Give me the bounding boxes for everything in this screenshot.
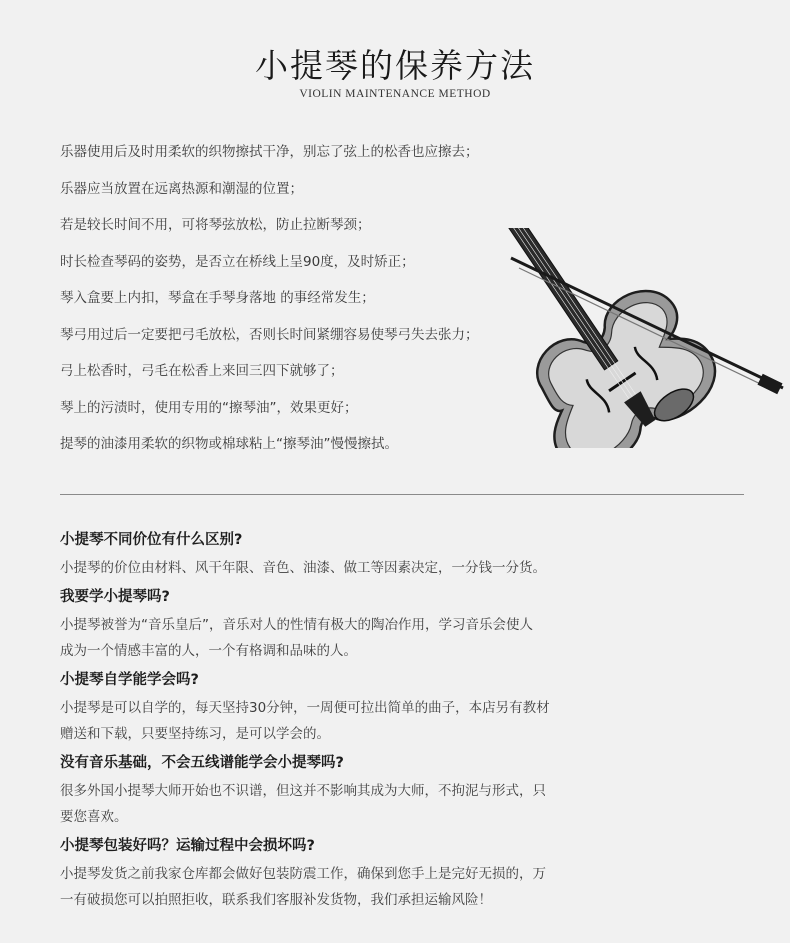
tip-item: 时长检查琴码的姿势，是否立在桥线上呈90度，及时矫正； bbox=[60, 253, 415, 270]
tip-item: 乐器使用后及时用柔软的织物擦拭干净，别忘了弦上的松香也应擦去； bbox=[60, 144, 479, 160]
tip-item: 提琴的油漆用柔软的织物或棉球粘上“擦琴油”慢慢擦拭。 bbox=[60, 436, 398, 452]
faq-answer bbox=[60, 695, 680, 747]
maintenance-tips-list bbox=[60, 142, 479, 471]
tip-item: 琴弓用过后一定要把弓毛放松，否则长时间紧绷容易使琴弓失去张力； bbox=[60, 326, 479, 343]
faq-question: 没有音乐基础，不会五线谱能学会小提琴吗? bbox=[60, 755, 344, 771]
tip-item: 琴入盒要上内扣，琴盒在手琴身落地 的事经常发生； bbox=[60, 290, 375, 306]
faq-answer-line: 要您喜欢。 bbox=[60, 809, 128, 825]
faq-item bbox=[60, 530, 680, 581]
tip-item: 若是较长时间不用，可将琴弦放松，防止拉断琴颈； bbox=[60, 217, 371, 233]
tip-item: 乐器应当放置在远离热源和潮湿的位置； bbox=[60, 180, 303, 197]
faq-question: 小提琴自学能学会吗? bbox=[60, 672, 199, 688]
page-subtitle: VIOLIN MAINTENANCE METHOD bbox=[299, 88, 491, 100]
faq-item bbox=[60, 836, 680, 913]
section-divider bbox=[60, 494, 744, 495]
faq-answer bbox=[60, 612, 680, 664]
faq-question: 我要学小提琴吗? bbox=[60, 589, 170, 605]
faq-answer bbox=[60, 778, 680, 830]
faq-answer-line: 很多外国小提琴大师开始也不识谱，但这并不影响其成为大师，不拘泥与形式，只 bbox=[60, 783, 546, 799]
faq-item bbox=[60, 670, 680, 747]
faq-question: 小提琴包装好吗？运输过程中会损坏吗? bbox=[60, 838, 315, 854]
faq-answer-line: 小提琴发货之前我家仓库都会做好包装防震工作，确保到您手上是完好无损的，万 bbox=[60, 866, 546, 882]
faq-answer-line: 小提琴的价位由材料、风干年限、音色、油漆、做工等因素决定，一分钱一分货。 bbox=[60, 560, 546, 576]
page-title: 小提琴的保养方法 bbox=[255, 46, 535, 85]
faq-answer-line: 小提琴是可以自学的，每天坚持30分钟，一周便可拉出简单的曲子，本店另有教材 bbox=[60, 700, 550, 716]
faq-item bbox=[60, 587, 680, 664]
faq-answer-line: 成为一个情感丰富的人，一个有格调和品味的人。 bbox=[60, 643, 357, 659]
faq-item bbox=[60, 753, 680, 830]
faq-answer-line: 小提琴被誉为“音乐皇后”，音乐对人的性情有极大的陶冶作用，学习音乐会使人 bbox=[60, 617, 533, 633]
faq-question: 小提琴不同价位有什么区别? bbox=[60, 532, 243, 548]
faq-answer-line: 赠送和下载，只要坚持练习，是可以学会的。 bbox=[60, 726, 330, 742]
faq-answer-line: 一有破损您可以拍照拒收，联系我们客服补发货物，我们承担运输风险！ bbox=[60, 892, 492, 908]
tip-item: 弓上松香时，弓毛在松香上来回三四下就够了； bbox=[60, 363, 344, 379]
faq-section bbox=[60, 530, 680, 919]
faq-answer bbox=[60, 861, 680, 913]
tip-item: 琴上的污渍时，使用专用的“擦琴油”，效果更好； bbox=[60, 399, 358, 416]
violin-and-bow-icon bbox=[505, 228, 790, 448]
faq-answer bbox=[60, 555, 680, 581]
